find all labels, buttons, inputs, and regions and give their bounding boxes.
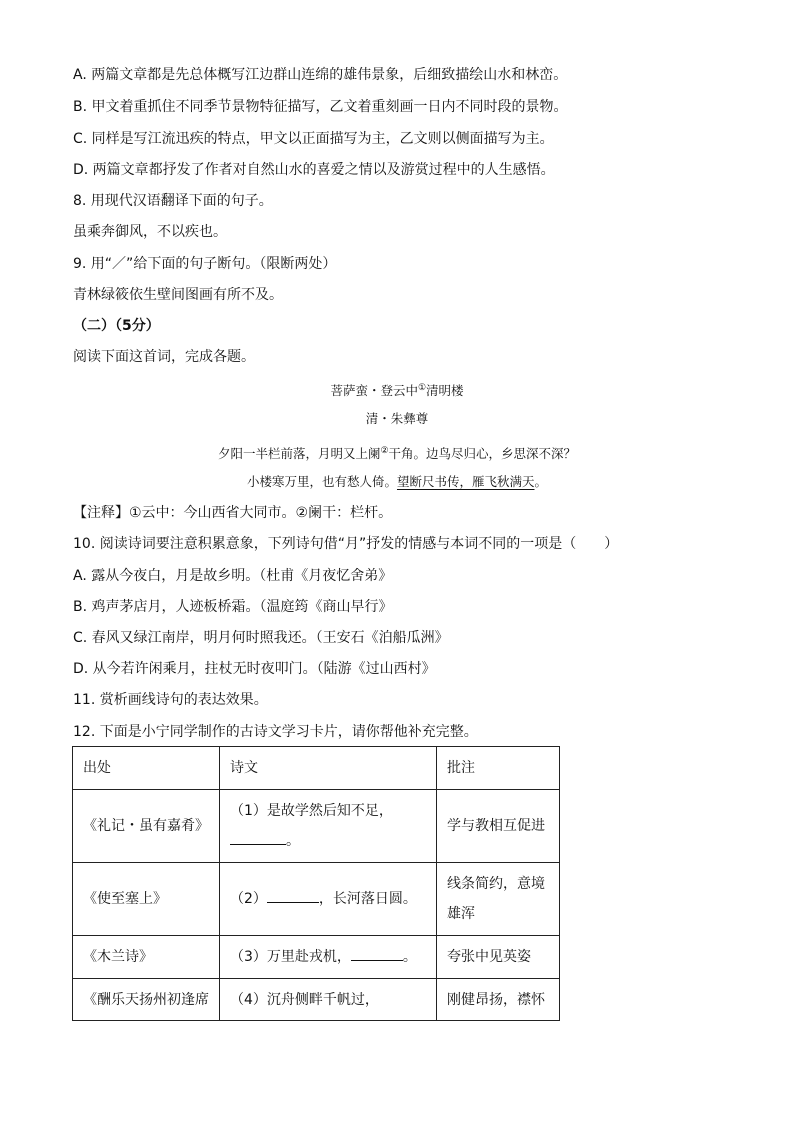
table-header-row xyxy=(73,747,560,790)
q7-option-c: C. 同样是写江流迅疾的特点，甲文以正面描写为主，乙文则以侧面描写为主。 xyxy=(73,131,554,147)
row-source: 《礼记・虽有嘉肴》 xyxy=(73,790,220,863)
q7-option-a: A. 两篇文章都是先总体概写江边群山连绵的雄伟景象，后细致描绘山水和林峦。 xyxy=(73,67,568,83)
header-note: 批注 xyxy=(437,747,560,790)
row-text-head: （3）万里赴戎机， xyxy=(230,949,351,965)
row-note-line: 雄浑 xyxy=(447,906,475,922)
footnote-mark-1: ① xyxy=(417,383,427,393)
row-text-head: （2） xyxy=(230,891,267,907)
poem-line-1 xyxy=(0,441,794,464)
row-note: 学与教相互促进 xyxy=(437,790,560,863)
section2-heading: （二）（5分） xyxy=(73,318,160,334)
row-source: 《使至塞上》 xyxy=(73,863,220,936)
q10-prompt: 10. 阅读诗词要注意积累意象，下列诗句借“月”抒发的情感与本词不同的一项是（ ） xyxy=(73,536,619,552)
table-row xyxy=(73,936,560,979)
table-row xyxy=(73,790,560,863)
q10-option-d: D. 从今若许闲乘月，拄杖无时夜叩门。（陆游《过山西村》 xyxy=(73,661,436,677)
fill-blank-3[interactable] xyxy=(351,948,403,961)
q12-prompt: 12. 下面是小宁同学制作的古诗文学习卡片，请你帮他补充完整。 xyxy=(73,724,478,740)
q7-option-d: D. 两篇文章都抒发了作者对自然山水的喜爱之情以及游赏过程中的人生感悟。 xyxy=(73,162,555,178)
row-note: 刚健昂扬，襟怀 xyxy=(437,979,560,1021)
poem-author: 清・朱彝尊 xyxy=(365,411,429,426)
study-card-table xyxy=(72,746,560,1021)
poem-line-2 xyxy=(0,472,794,492)
row-text-line xyxy=(230,826,426,856)
q10-option-c: C. 春风又绿江南岸，明月何时照我还。（王安石《泊船瓜洲》 xyxy=(73,630,449,646)
q7-option-b: B. 甲文着重抓住不同季节景物特征描写，乙文着重刻画一日内不同时段的景物。 xyxy=(73,99,568,115)
poem-line-1-post: 干角。边鸟尽归心，乡思深不深？ xyxy=(388,446,577,462)
row-text: （4）沉舟侧畔千帆过， xyxy=(220,979,437,1021)
row-text xyxy=(220,863,437,936)
row-text-tail: 。 xyxy=(402,949,417,965)
footnote-mark-2: ② xyxy=(380,446,389,456)
q10-option-b: B. 鸡声茅店月，人迹板桥霜。（温庭筠《商山早行》 xyxy=(73,599,393,615)
section2-instruction: 阅读下面这首词，完成各题。 xyxy=(73,349,255,365)
q9-prompt: 9. 用“／”给下面的句子断句。（限断两处） xyxy=(73,256,337,272)
poem-line-1-pre: 夕阳一半栏前落，月明又上阑 xyxy=(217,446,381,462)
q10-option-a: A. 露从今夜白，月是故乡明。（杜甫《月夜忆舍弟》 xyxy=(73,568,393,584)
header-source: 出处 xyxy=(73,747,220,790)
poem-line-2-plain: 小楼寒万里，也有愁人倚。 xyxy=(246,474,397,489)
table-row xyxy=(73,979,560,1021)
row-text xyxy=(220,790,437,863)
row-text xyxy=(220,936,437,979)
q8-sentence: 虽乘奔御风，不以疾也。 xyxy=(73,224,227,240)
row-source: 《酬乐天扬州初逢席 xyxy=(73,979,220,1021)
row-text-tail: ，长河落日圆。 xyxy=(318,891,417,907)
q8-prompt: 8. 用现代汉语翻译下面的句子。 xyxy=(73,193,273,209)
poem-title-pre: 菩萨蛮・登云中 xyxy=(330,383,418,399)
poem-line-2-end: 。 xyxy=(534,474,548,489)
row-source: 《木兰诗》 xyxy=(73,936,220,979)
row-note xyxy=(437,863,560,936)
underlined-verse: 望断尺书传，雁飞秋满天 xyxy=(396,474,535,489)
fill-blank-1[interactable] xyxy=(230,832,286,845)
row-note-line: 线条简约，意境 xyxy=(447,876,545,892)
table-row xyxy=(73,863,560,936)
header-text: 诗文 xyxy=(220,747,437,790)
poem-title-post: 清明楼 xyxy=(426,383,464,399)
q9-sentence: 青林绿筱依生壁间图画有所不及。 xyxy=(73,287,283,303)
q11-prompt: 11. 赏析画线诗句的表达效果。 xyxy=(73,692,268,708)
poem-title xyxy=(0,378,794,401)
row-text-tail: 。 xyxy=(286,833,300,849)
row-text-line: （1）是故学然后知不足， xyxy=(230,803,393,819)
row-note: 夸张中见英姿 xyxy=(437,936,560,979)
fill-blank-2[interactable] xyxy=(267,890,319,903)
poem-notes: 【注释】①云中：今山西省大同市。②阑干：栏杆。 xyxy=(73,505,393,521)
